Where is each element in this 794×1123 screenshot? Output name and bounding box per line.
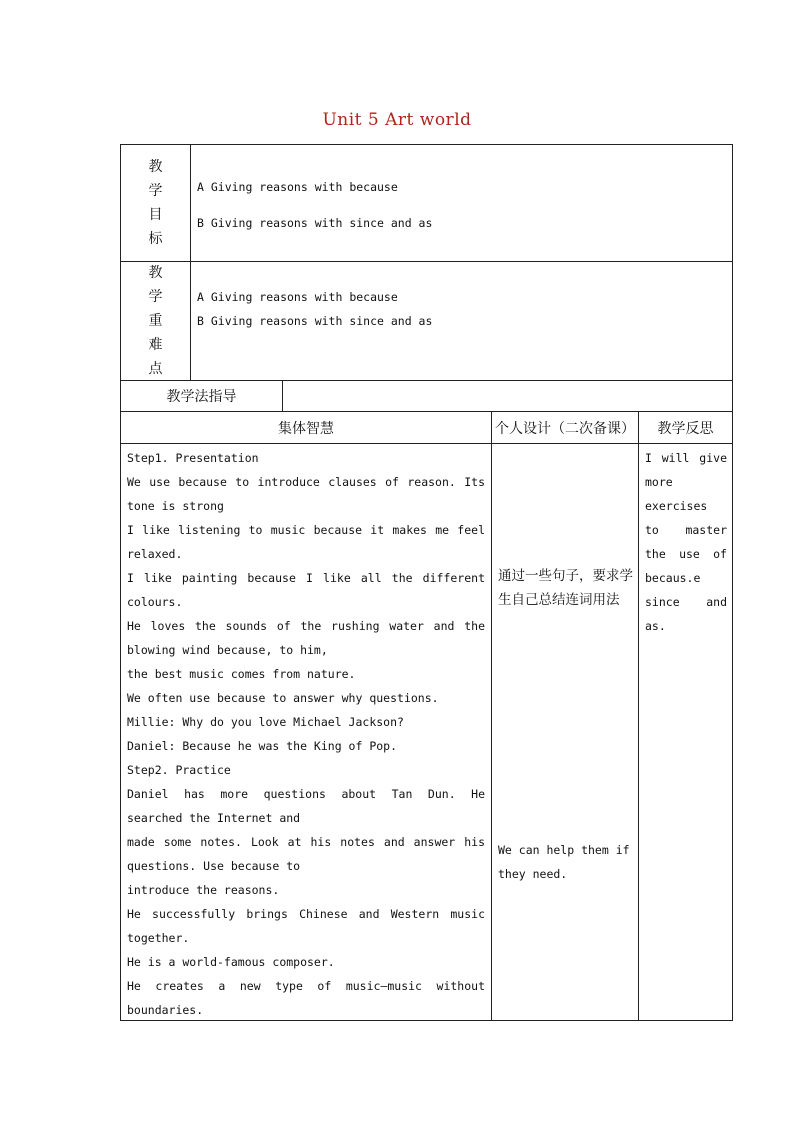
objective-b: B Giving reasons with since and as [197,216,433,230]
reflection-line: becaus.e [645,571,701,585]
reflection-line: exercises [645,499,708,513]
collective-line: He loves the sounds of the rushing water and the blowing wind because, to him, [127,619,485,657]
method-row [121,381,732,412]
objectives-row [121,145,732,262]
collective-content [121,444,492,1020]
collective-line: I like painting because I like all the different colours. [127,571,485,609]
header-personal: 个人设计（二次备课） [492,412,639,443]
key-point-b: B Giving reasons with since and as [197,314,433,328]
main-body-row [121,444,732,1020]
page-title: Unit 5 Art world [322,110,472,130]
collective-line: Daniel has more questions about Tan Dun. He searched the Internet and [127,787,485,825]
collective-line: Millie: Why do you love Michael Jackson? [127,715,404,729]
collective-line: We often use because to answer why questions. [127,691,439,705]
collective-line: the best music comes from nature. [127,667,356,681]
personal-note-zh: 通过一些句子，要求学生自己总结连词用法 [498,568,633,608]
collective-line: Step1. Presentation [127,451,259,465]
collective-line: introduce the reasons. [127,883,280,897]
collective-line: We use because to introduce clauses of reason. Its tone is strong [127,475,485,513]
collective-line: Step2. Practice [127,763,231,777]
objectives-label: 教 学 目 标 [121,145,191,261]
collective-line: He is a world-famous composer. [127,955,335,969]
key-point-a: A Giving reasons with because [197,290,398,304]
personal-design-content [492,444,639,1020]
key-points-label: 教 学 重 难 点 [121,262,191,380]
objectives-content [191,145,732,261]
header-reflection: 教学反思 [657,420,714,437]
key-points-row [121,262,732,381]
column-header-row [121,412,732,444]
lesson-plan-table [120,144,733,1021]
reflection-line: since and [645,595,727,609]
collective-line: made some notes. Look at his notes and answer his questions. Use because to [127,835,485,873]
reflection-line: more [645,475,673,489]
reflection-line: I will give [645,451,727,465]
reflection-line: as. [645,619,666,633]
collective-line: He successfully brings Chinese and Western music together. [127,907,485,945]
collective-line: He creates a new type of music—music without boundaries. [127,979,485,1017]
objective-a: A Giving reasons with because [197,180,398,194]
reflection-line: the use of [645,547,727,561]
method-value [283,381,732,411]
key-points-content [191,262,732,380]
personal-note-en: We can help them if they need. [498,843,630,881]
header-collective: 集体智慧 [121,412,492,443]
collective-line: I like listening to music because it makes me feel relaxed. [127,523,485,561]
reflection-content [639,444,732,1020]
reflection-line: to master [645,523,727,537]
method-label: 教学法指导 [121,381,283,411]
collective-line: Daniel: Because he was the King of Pop. [127,739,398,753]
